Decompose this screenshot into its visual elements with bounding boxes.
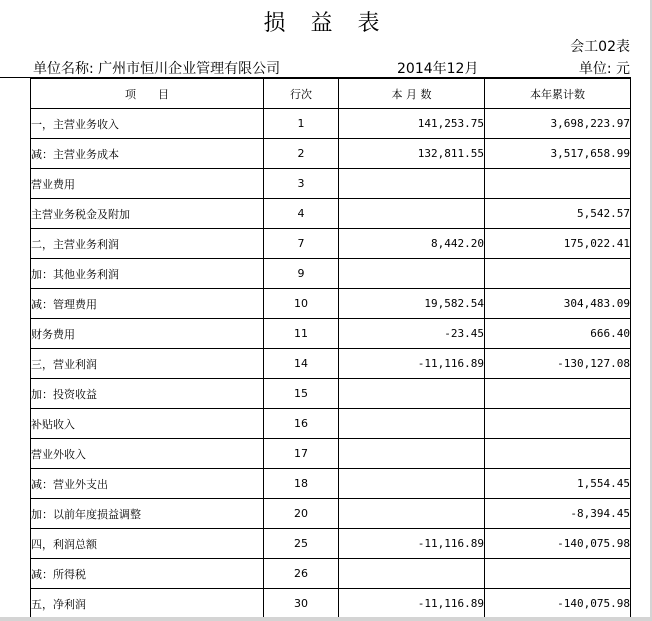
- currency-unit: 单位: 元: [578, 61, 630, 77]
- row-month-value: [339, 259, 485, 289]
- row-line-no: 30: [264, 589, 339, 619]
- row-ytd-value: 1,554.45: [485, 469, 631, 499]
- table-row: [31, 139, 631, 169]
- table-row: [31, 499, 631, 529]
- table-row: [31, 109, 631, 139]
- row-ytd-value: 5,542.57: [485, 199, 631, 229]
- table-row: [31, 289, 631, 319]
- row-line-no: 1: [264, 109, 339, 139]
- row-line-no: 4: [264, 199, 339, 229]
- row-line-no: 14: [264, 349, 339, 379]
- row-item: 一，主营业务收入: [31, 109, 264, 139]
- column-header-line: 行次: [264, 78, 339, 109]
- row-month-value: 141,253.75: [339, 109, 485, 139]
- row-ytd-value: 666.40: [485, 319, 631, 349]
- table-row: [31, 439, 631, 469]
- row-item: 减：所得税: [31, 559, 264, 589]
- row-month-value: [339, 409, 485, 439]
- row-line-no: 15: [264, 379, 339, 409]
- table-row: [31, 169, 631, 199]
- row-month-value: [339, 439, 485, 469]
- table-row: [31, 199, 631, 229]
- form-code: 会工02表: [570, 39, 630, 55]
- divider: [0, 77, 30, 78]
- row-item: 减：管理费用: [31, 289, 264, 319]
- table-row: [31, 229, 631, 259]
- row-item: 减：主营业务成本: [31, 139, 264, 169]
- row-item: 加：以前年度损益调整: [31, 499, 264, 529]
- row-month-value: [339, 199, 485, 229]
- row-ytd-value: [485, 439, 631, 469]
- row-item: 四，利润总额: [31, 529, 264, 559]
- table-row: [31, 529, 631, 559]
- row-item: 财务费用: [31, 319, 264, 349]
- row-month-value: -11,116.89: [339, 529, 485, 559]
- row-line-no: 10: [264, 289, 339, 319]
- row-month-value: [339, 559, 485, 589]
- income-statement-table: [30, 77, 631, 619]
- row-line-no: 7: [264, 229, 339, 259]
- row-ytd-value: [485, 559, 631, 589]
- row-line-no: 2: [264, 139, 339, 169]
- window-edge: [0, 617, 652, 621]
- row-month-value: [339, 379, 485, 409]
- row-line-no: 11: [264, 319, 339, 349]
- row-month-value: [339, 469, 485, 499]
- report-period: 2014年12月: [397, 61, 479, 77]
- row-ytd-value: 3,698,223.97: [485, 109, 631, 139]
- row-item: 主营业务税金及附加: [31, 199, 264, 229]
- table-row: [31, 259, 631, 289]
- column-header-ytd: 本年累计数: [485, 78, 631, 109]
- table-row: [31, 349, 631, 379]
- row-line-no: 26: [264, 559, 339, 589]
- column-header-month: 本 月 数: [339, 78, 485, 109]
- company-name: 单位名称: 广州市恒川企业管理有限公司: [33, 61, 281, 77]
- row-ytd-value: -8,394.45: [485, 499, 631, 529]
- row-line-no: 17: [264, 439, 339, 469]
- row-item: 加：投资收益: [31, 379, 264, 409]
- table-row: [31, 319, 631, 349]
- row-month-value: -23.45: [339, 319, 485, 349]
- row-ytd-value: 3,517,658.99: [485, 139, 631, 169]
- row-month-value: -11,116.89: [339, 589, 485, 619]
- row-line-no: 18: [264, 469, 339, 499]
- row-line-no: 25: [264, 529, 339, 559]
- table-header-row: [31, 78, 631, 109]
- table-row: [31, 379, 631, 409]
- row-line-no: 20: [264, 499, 339, 529]
- row-item: 加：其他业务利润: [31, 259, 264, 289]
- row-ytd-value: -130,127.08: [485, 349, 631, 379]
- row-item: 五，净利润: [31, 589, 264, 619]
- table-row: [31, 559, 631, 589]
- row-item: 二，主营业务利润: [31, 229, 264, 259]
- row-month-value: 8,442.20: [339, 229, 485, 259]
- row-line-no: 3: [264, 169, 339, 199]
- row-month-value: [339, 499, 485, 529]
- row-item: 营业费用: [31, 169, 264, 199]
- row-ytd-value: [485, 259, 631, 289]
- row-item: 三，营业利润: [31, 349, 264, 379]
- report-title: 损 益 表: [263, 11, 389, 36]
- row-line-no: 16: [264, 409, 339, 439]
- row-month-value: 19,582.54: [339, 289, 485, 319]
- row-ytd-value: -140,075.98: [485, 529, 631, 559]
- row-line-no: 9: [264, 259, 339, 289]
- row-month-value: 132,811.55: [339, 139, 485, 169]
- table-row: [31, 589, 631, 619]
- table-row: [31, 409, 631, 439]
- row-item: 营业外收入: [31, 439, 264, 469]
- column-header-item: 项 目: [31, 78, 264, 109]
- row-month-value: -11,116.89: [339, 349, 485, 379]
- row-ytd-value: [485, 169, 631, 199]
- row-ytd-value: [485, 409, 631, 439]
- row-ytd-value: 175,022.41: [485, 229, 631, 259]
- row-ytd-value: -140,075.98: [485, 589, 631, 619]
- table-row: [31, 469, 631, 499]
- row-item: 减：营业外支出: [31, 469, 264, 499]
- row-ytd-value: [485, 379, 631, 409]
- row-item: 补贴收入: [31, 409, 264, 439]
- row-ytd-value: 304,483.09: [485, 289, 631, 319]
- row-month-value: [339, 169, 485, 199]
